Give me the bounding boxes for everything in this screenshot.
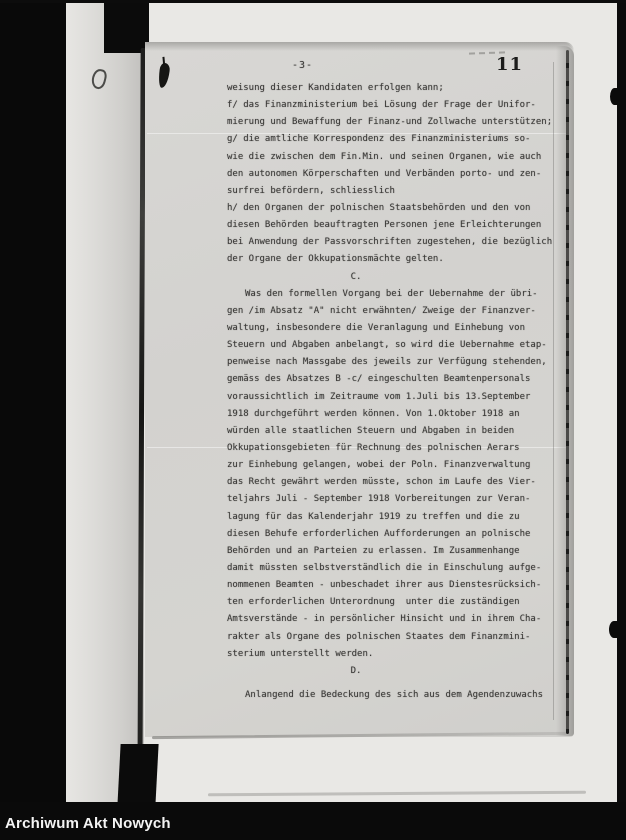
binding-shadow-blob <box>117 744 158 806</box>
typewritten-line: Was den formellen Vorgang bei der Uebernahme der übri- <box>245 288 538 299</box>
typewritten-line: den autonomen Körperschaften und Verbänden porto- und zen- <box>227 168 542 179</box>
scan-left-border <box>0 0 66 840</box>
typewritten-line: rakter als Organe des polnischen Staates dem Finanzmini- <box>227 631 531 642</box>
typewritten-line: der Organe der Okkupationsmächte gelten. <box>227 254 444 265</box>
typewritten-line: ten erforderlichen Unterordnung unter die zuständigen <box>227 597 520 608</box>
typewritten-line: voraussichtlich im Zeitraume vom 1.Juli bis 13.September <box>227 391 531 402</box>
typewritten-line: teljahrs Juli - September 1918 Vorbereitungen zur Veran- <box>227 494 531 505</box>
typewritten-line: Behörden und an Parteien zu erlassen. Im Zusammenhange <box>227 545 520 556</box>
typewritten-line: 1918 durchgeführt werden können. Von 1.Oktober 1918 an <box>227 408 520 419</box>
typewritten-line: zur Einhebung gelangen, wobei der Poln. Finanzverwaltung <box>227 460 531 471</box>
book-page-edge-strip <box>66 3 144 804</box>
page-top-edge-shadow <box>145 42 574 51</box>
typewritten-line: Steuern und Abgaben anbelangt, so wird die Uebernahme etap- <box>227 340 547 351</box>
typewritten-line: diesen Behufe erforderlichen Aufforderungen an polnische <box>227 528 531 539</box>
typewritten-line: damit müssten selbstverständlich die in Einschulung aufge- <box>227 562 542 573</box>
page-right-edge-band <box>556 46 574 736</box>
typewritten-line: würden alle staatlichen Steuern und Abgaben in beiden <box>227 425 515 436</box>
archive-name-label: Archiwum Akt Nowych <box>5 815 171 832</box>
typewritten-line: lagung für das Kalenderjahr 1919 zu treffen und die zu <box>227 511 520 522</box>
typewritten-line: weisung dieser Kandidaten erfolgen kann; <box>227 83 444 93</box>
page-header-number: -3- <box>292 60 314 71</box>
typewritten-line: surfrei befördern, schliesslich <box>227 185 395 196</box>
archive-footer-bar <box>0 802 626 840</box>
typewritten-line: gen /im Absatz "A" nicht erwähnten/ Zweige der Finanzver- <box>227 305 536 316</box>
typewritten-line: diesen Behörden beauftragten Personen jene Erleichterungen <box>227 220 542 231</box>
typewritten-line: Amtsverstände - in persönlicher Hinsicht und in ihrem Cha- <box>227 614 542 625</box>
typewritten-line: h/ den Organen der polnischen Staatsbehörden und den von <box>227 202 531 213</box>
scan-top-binding-mark <box>104 0 149 53</box>
typewritten-text-block <box>227 80 553 704</box>
page-corner-number: 11 <box>496 54 524 75</box>
backing-sheet-edge <box>208 791 586 797</box>
typewritten-line: penweise nach Massgabe des jeweils zur Verfügung stehenden, <box>227 357 547 368</box>
typewritten-line: C. <box>350 271 362 282</box>
typewritten-line: g/ die amtliche Korrespondenz des Finanzministeriums so- <box>227 134 531 145</box>
typewritten-line: f/ das Finanzministerium bei Lösung der Frage der Unifor- <box>227 100 536 111</box>
scan-top-border <box>0 0 626 3</box>
typewritten-line: D. <box>350 665 362 676</box>
typewritten-line: Anlangend die Bedeckung des sich aus dem Agendenzuwachs <box>245 689 544 700</box>
page-crease-line <box>553 62 554 720</box>
scan-edge-notch <box>610 88 619 105</box>
typewritten-line: mierung und Bewaffung der Finanz-und Zollwache unterstützen; <box>227 117 553 128</box>
typewritten-line: nommenen Beamten - unbeschadet ihrer aus Dienstesrücksich- <box>227 580 542 591</box>
typewritten-line: bei Anwendung der Passvorschriften zugestehen, die bezüglich <box>227 237 553 248</box>
scan-right-border <box>617 3 626 840</box>
typewritten-line: waltung, insbesondere die Veranlagung und Einhebung von <box>227 322 526 333</box>
typewritten-line: gemäss des Absatzes B -c/ eingeschulten Beamtenpersonals <box>227 374 531 385</box>
typewritten-line: sterium unterstellt werden. <box>227 648 374 659</box>
typewritten-line: Okkupationsgebieten für Rechnung des polnischen Aerars <box>227 442 520 453</box>
binding-stitch-line <box>566 50 569 734</box>
scan-edge-notch <box>609 621 619 638</box>
typewritten-line: das Recht gewährt werden müsste, schon im Laufe des Vier- <box>227 477 536 488</box>
typewritten-line: wie die zwischen dem Fin.Min. und seinen Organen, wie auch <box>227 151 542 162</box>
